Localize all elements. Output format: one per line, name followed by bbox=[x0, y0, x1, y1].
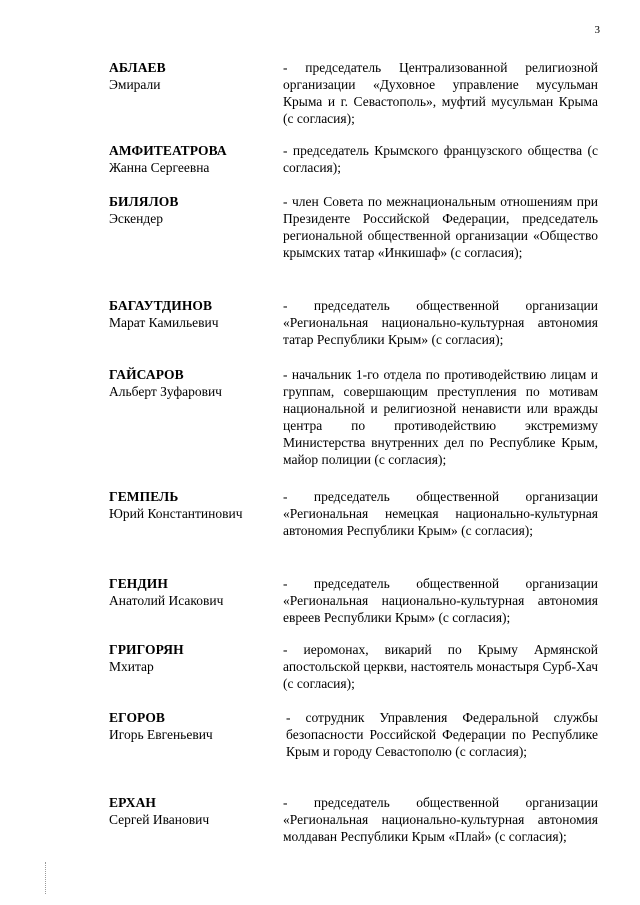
role-description: - председатель общественной организации «Региональная немецкая национально-культурная автономия Республики Крым» (с согласия); bbox=[283, 489, 598, 538]
role-description: - председатель Крымского французского общества (с согласия); bbox=[283, 143, 598, 175]
surname: БАГАУТДИНОВ bbox=[109, 298, 213, 313]
surname: ЕРХАН bbox=[109, 795, 157, 810]
surname: ГЕНДИН bbox=[109, 576, 168, 591]
person bbox=[109, 709, 279, 743]
surname: ГАЙСАРОВ bbox=[109, 367, 184, 382]
person bbox=[109, 297, 279, 331]
role-description: - начальник 1-го отдела по противодействию лицам и группам, совершающим преступления по мотивам национальной и религиозной ненависти или вражды центра по противодействию экстремизму Министерства внутренних дел по Республике Крым, майор полиции (с согласия); bbox=[283, 367, 598, 467]
person bbox=[109, 193, 279, 227]
role-description: - председатель общественной организации «Региональная национально-культурная автономия молдаван Республики Крым «Плай» (с согласия); bbox=[283, 795, 598, 844]
person bbox=[109, 575, 279, 609]
given-names: Анатолий Исакович bbox=[109, 593, 224, 608]
given-names: Жанна Сергеевна bbox=[109, 160, 210, 175]
person bbox=[109, 142, 279, 176]
given-names: Мхитар bbox=[109, 659, 154, 674]
surname: БИЛЯЛОВ bbox=[109, 194, 179, 209]
given-names: Сергей Иванович bbox=[109, 812, 210, 827]
binding-margin-mark bbox=[45, 862, 47, 894]
given-names: Марат Камильевич bbox=[109, 315, 219, 330]
surname: ГЕМПЕЛЬ bbox=[109, 489, 179, 504]
role-description: - председатель общественной организации «Региональная национально-культурная автономия евреев Республики Крым» (с согласия); bbox=[283, 576, 598, 625]
person bbox=[109, 366, 279, 400]
given-names: Юрий Константинович bbox=[109, 506, 243, 521]
role-description: - председатель Централизованной религиозной организации «Духовное управление мусульман Крыма и г. Севастополь», муфтий мусульман Крыма (с согласия); bbox=[283, 60, 598, 126]
page-number: 3 bbox=[594, 24, 600, 36]
surname: АБЛАЕВ bbox=[109, 60, 166, 75]
given-names: Альберт Зуфарович bbox=[109, 384, 222, 399]
role-description: - председатель общественной организации «Региональная национально-культурная автономия татар Республики Крым» (с согласия); bbox=[283, 298, 598, 347]
person bbox=[109, 59, 279, 93]
role-description: - сотрудник Управления Федеральной службы безопасности Российской Федерации по Республике Крым и городу Севастополю (с согласия); bbox=[286, 710, 598, 759]
role-description: - член Совета по межнациональным отношениям при Президенте Российской Федерации, председатель региональной общественной организации «Общество крымских татар «Инкишаф» (с согласия); bbox=[283, 194, 598, 260]
role-description: - иеромонах, викарий по Крыму Армянской апостольской церкви, настоятель монастыря Сурб-Хач (с согласия); bbox=[283, 642, 598, 691]
surname: ЕГОРОВ bbox=[109, 710, 166, 725]
given-names: Игорь Евгеньевич bbox=[109, 727, 213, 742]
person bbox=[109, 794, 279, 828]
surname: ГРИГОРЯН bbox=[109, 642, 184, 657]
surname: АМФИТЕАТРОВА bbox=[109, 143, 227, 158]
given-names: Эмирали bbox=[109, 77, 161, 92]
person bbox=[109, 488, 279, 522]
given-names: Эскендер bbox=[109, 211, 163, 226]
person bbox=[109, 641, 279, 675]
